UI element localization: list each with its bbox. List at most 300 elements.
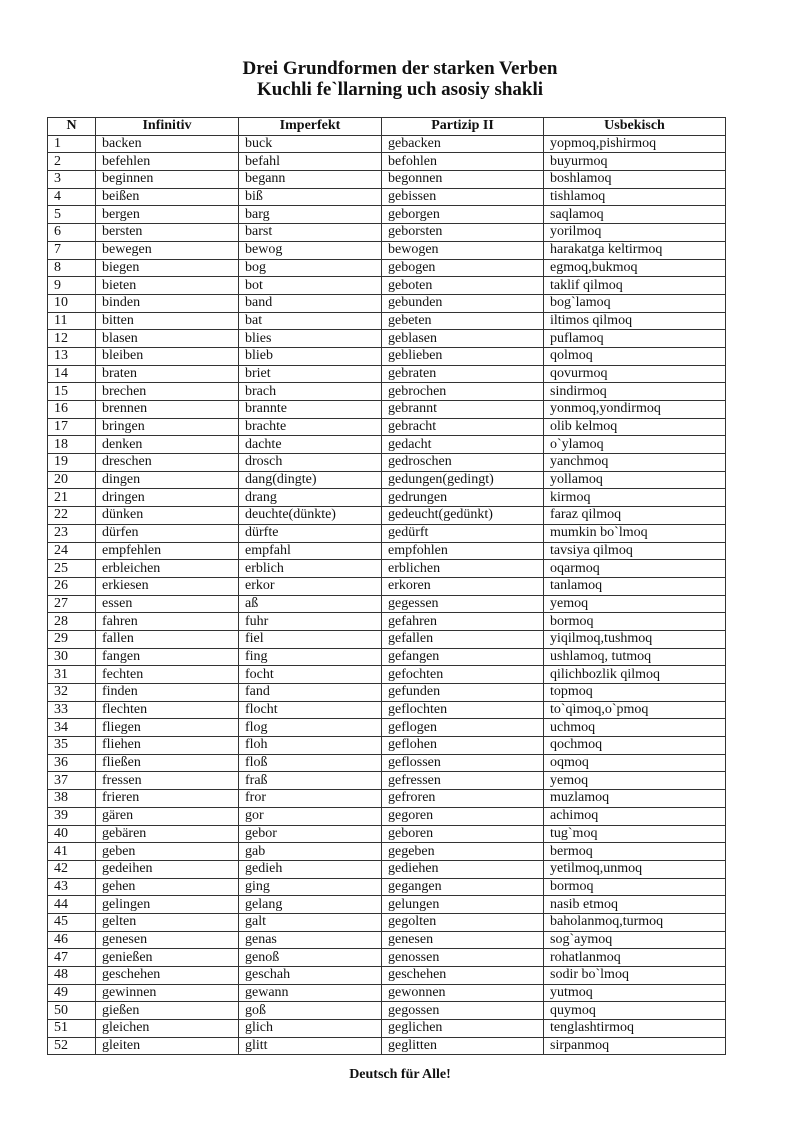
infinitiv-cell: blasen [96, 330, 239, 348]
row-number: 3 [48, 171, 96, 189]
usbekisch-cell: quymoq [544, 1002, 726, 1020]
row-number: 19 [48, 454, 96, 472]
usbekisch-cell: harakatga keltirmoq [544, 241, 726, 259]
partizip-cell: gefochten [382, 666, 544, 684]
imperfekt-cell: glitt [239, 1037, 382, 1055]
infinitiv-cell: braten [96, 365, 239, 383]
table-row [48, 277, 726, 295]
row-number: 33 [48, 701, 96, 719]
partizip-cell: gedrungen [382, 489, 544, 507]
usbekisch-cell: qilichbozlik qilmoq [544, 666, 726, 684]
infinitiv-cell: fliegen [96, 719, 239, 737]
usbekisch-cell: faraz qilmoq [544, 507, 726, 525]
usbekisch-cell: to`qimoq,o`pmoq [544, 701, 726, 719]
partizip-cell: geflogen [382, 719, 544, 737]
row-number: 5 [48, 206, 96, 224]
table-row [48, 312, 726, 330]
table-row [48, 330, 726, 348]
table-row [48, 630, 726, 648]
table-row [48, 931, 726, 949]
partizip-cell: gelungen [382, 896, 544, 914]
usbekisch-cell: yorilmoq [544, 224, 726, 242]
table-row [48, 436, 726, 454]
row-number: 32 [48, 684, 96, 702]
row-number: 46 [48, 931, 96, 949]
infinitiv-cell: dringen [96, 489, 239, 507]
row-number: 30 [48, 648, 96, 666]
row-number: 9 [48, 277, 96, 295]
infinitiv-cell: geben [96, 843, 239, 861]
row-number: 40 [48, 825, 96, 843]
partizip-cell: befohlen [382, 153, 544, 171]
infinitiv-cell: fressen [96, 772, 239, 790]
partizip-cell: geborsten [382, 224, 544, 242]
imperfekt-cell: gor [239, 807, 382, 825]
infinitiv-cell: backen [96, 135, 239, 153]
imperfekt-cell: barg [239, 206, 382, 224]
usbekisch-cell: tenglashtirmoq [544, 1020, 726, 1038]
row-number: 6 [48, 224, 96, 242]
row-number: 12 [48, 330, 96, 348]
partizip-cell: gefallen [382, 630, 544, 648]
imperfekt-cell: drang [239, 489, 382, 507]
table-row [48, 135, 726, 153]
infinitiv-cell: fangen [96, 648, 239, 666]
partizip-cell: gefunden [382, 684, 544, 702]
row-number: 47 [48, 949, 96, 967]
imperfekt-cell: deuchte(dünkte) [239, 507, 382, 525]
usbekisch-cell: saqlamoq [544, 206, 726, 224]
partizip-cell: erblichen [382, 560, 544, 578]
imperfekt-cell: barst [239, 224, 382, 242]
table-row [48, 772, 726, 790]
usbekisch-cell: sindirmoq [544, 383, 726, 401]
table-row [48, 383, 726, 401]
table-row [48, 577, 726, 595]
table-body [48, 135, 726, 1055]
partizip-cell: erkoren [382, 577, 544, 595]
usbekisch-cell: topmoq [544, 684, 726, 702]
partizip-cell: gebrannt [382, 401, 544, 419]
imperfekt-cell: fror [239, 790, 382, 808]
table-row [48, 860, 726, 878]
partizip-cell: empfohlen [382, 542, 544, 560]
usbekisch-cell: boshlamoq [544, 171, 726, 189]
infinitiv-cell: beginnen [96, 171, 239, 189]
table-row [48, 259, 726, 277]
infinitiv-cell: empfehlen [96, 542, 239, 560]
table-row [48, 896, 726, 914]
usbekisch-cell: yonmoq,yondirmoq [544, 401, 726, 419]
row-number: 21 [48, 489, 96, 507]
imperfekt-cell: ging [239, 878, 382, 896]
row-number: 15 [48, 383, 96, 401]
infinitiv-cell: flechten [96, 701, 239, 719]
partizip-cell: geschehen [382, 967, 544, 985]
partizip-cell: gebracht [382, 418, 544, 436]
usbekisch-cell: tug`moq [544, 825, 726, 843]
row-number: 1 [48, 135, 96, 153]
table-row [48, 843, 726, 861]
row-number: 41 [48, 843, 96, 861]
page-title [0, 58, 800, 100]
table-row [48, 471, 726, 489]
infinitiv-cell: brennen [96, 401, 239, 419]
infinitiv-cell: bitten [96, 312, 239, 330]
infinitiv-cell: gebären [96, 825, 239, 843]
table-row [48, 967, 726, 985]
row-number: 7 [48, 241, 96, 259]
partizip-cell: gediehen [382, 860, 544, 878]
infinitiv-cell: dünken [96, 507, 239, 525]
row-number: 13 [48, 347, 96, 365]
imperfekt-cell: fraß [239, 772, 382, 790]
partizip-cell: gedroschen [382, 454, 544, 472]
usbekisch-cell: sirpanmoq [544, 1037, 726, 1055]
usbekisch-cell: o`ylamoq [544, 436, 726, 454]
table-row [48, 913, 726, 931]
partizip-cell: gebogen [382, 259, 544, 277]
infinitiv-cell: genießen [96, 949, 239, 967]
imperfekt-cell: blieb [239, 347, 382, 365]
imperfekt-cell: blies [239, 330, 382, 348]
usbekisch-cell: achimoq [544, 807, 726, 825]
usbekisch-cell: tanlamoq [544, 577, 726, 595]
table-row [48, 489, 726, 507]
imperfekt-cell: dachte [239, 436, 382, 454]
usbekisch-cell: olib kelmoq [544, 418, 726, 436]
footer-slogan: Deutsch für Alle! [349, 1067, 451, 1082]
column-header-usbekisch: Usbekisch [544, 118, 726, 136]
usbekisch-cell: rohatlanmoq [544, 949, 726, 967]
partizip-cell: gefangen [382, 648, 544, 666]
column-header-partizip: Partizip II [382, 118, 544, 136]
infinitiv-cell: gießen [96, 1002, 239, 1020]
imperfekt-cell: gebor [239, 825, 382, 843]
partizip-cell: gefroren [382, 790, 544, 808]
table-row [48, 206, 726, 224]
partizip-cell: geboten [382, 277, 544, 295]
row-number: 43 [48, 878, 96, 896]
partizip-cell: gegoren [382, 807, 544, 825]
imperfekt-cell: erblich [239, 560, 382, 578]
imperfekt-cell: fand [239, 684, 382, 702]
table-row [48, 524, 726, 542]
table-row [48, 595, 726, 613]
table-row [48, 648, 726, 666]
imperfekt-cell: briet [239, 365, 382, 383]
table-row [48, 241, 726, 259]
infinitiv-cell: geschehen [96, 967, 239, 985]
row-number: 23 [48, 524, 96, 542]
row-number: 20 [48, 471, 96, 489]
row-number: 38 [48, 790, 96, 808]
infinitiv-cell: erkiesen [96, 577, 239, 595]
infinitiv-cell: erbleichen [96, 560, 239, 578]
imperfekt-cell: biß [239, 188, 382, 206]
infinitiv-cell: fließen [96, 754, 239, 772]
row-number: 39 [48, 807, 96, 825]
table-row [48, 613, 726, 631]
row-number: 37 [48, 772, 96, 790]
partizip-cell: genossen [382, 949, 544, 967]
infinitiv-cell: bersten [96, 224, 239, 242]
imperfekt-cell: fuhr [239, 613, 382, 631]
row-number: 11 [48, 312, 96, 330]
imperfekt-cell: genoß [239, 949, 382, 967]
partizip-cell: gegangen [382, 878, 544, 896]
usbekisch-cell: yanchmoq [544, 454, 726, 472]
infinitiv-cell: frieren [96, 790, 239, 808]
imperfekt-cell: band [239, 294, 382, 312]
partizip-cell: geflochten [382, 701, 544, 719]
imperfekt-cell: dürfte [239, 524, 382, 542]
infinitiv-cell: dingen [96, 471, 239, 489]
partizip-cell: geflohen [382, 737, 544, 755]
imperfekt-cell: brannte [239, 401, 382, 419]
usbekisch-cell: yetilmoq,unmoq [544, 860, 726, 878]
row-number: 16 [48, 401, 96, 419]
table-row [48, 949, 726, 967]
imperfekt-cell: gab [239, 843, 382, 861]
usbekisch-cell: yollamoq [544, 471, 726, 489]
usbekisch-cell: sodir bo`lmoq [544, 967, 726, 985]
partizip-cell: bewogen [382, 241, 544, 259]
table-row [48, 1002, 726, 1020]
usbekisch-cell: qochmoq [544, 737, 726, 755]
row-number: 27 [48, 595, 96, 613]
imperfekt-cell: bewog [239, 241, 382, 259]
infinitiv-cell: genesen [96, 931, 239, 949]
row-number: 8 [48, 259, 96, 277]
imperfekt-cell: brachte [239, 418, 382, 436]
infinitiv-cell: gewinnen [96, 984, 239, 1002]
usbekisch-cell: mumkin bo`lmoq [544, 524, 726, 542]
row-number: 48 [48, 967, 96, 985]
imperfekt-cell: bot [239, 277, 382, 295]
table-row [48, 807, 726, 825]
table-row [48, 1037, 726, 1055]
usbekisch-cell: bog`lamoq [544, 294, 726, 312]
table-row [48, 754, 726, 772]
usbekisch-cell: taklif qilmoq [544, 277, 726, 295]
imperfekt-cell: floh [239, 737, 382, 755]
row-number: 51 [48, 1020, 96, 1038]
imperfekt-cell: bog [239, 259, 382, 277]
usbekisch-cell: yemoq [544, 595, 726, 613]
usbekisch-cell: yemoq [544, 772, 726, 790]
table-row [48, 418, 726, 436]
row-number: 22 [48, 507, 96, 525]
infinitiv-cell: bewegen [96, 241, 239, 259]
row-number: 36 [48, 754, 96, 772]
infinitiv-cell: gleiten [96, 1037, 239, 1055]
row-number: 31 [48, 666, 96, 684]
row-number: 29 [48, 630, 96, 648]
table-row [48, 224, 726, 242]
imperfekt-cell: flocht [239, 701, 382, 719]
table-row [48, 825, 726, 843]
imperfekt-cell: gewann [239, 984, 382, 1002]
row-number: 34 [48, 719, 96, 737]
partizip-cell: gedeucht(gedünkt) [382, 507, 544, 525]
usbekisch-cell: oqarmoq [544, 560, 726, 578]
imperfekt-cell: aß [239, 595, 382, 613]
imperfekt-cell: brach [239, 383, 382, 401]
infinitiv-cell: bleiben [96, 347, 239, 365]
infinitiv-cell: befehlen [96, 153, 239, 171]
usbekisch-cell: bormoq [544, 613, 726, 631]
verb-table [47, 117, 726, 1055]
table-row [48, 188, 726, 206]
imperfekt-cell: gedieh [239, 860, 382, 878]
usbekisch-cell: yopmoq,pishirmoq [544, 135, 726, 153]
table-row [48, 684, 726, 702]
partizip-cell: gegossen [382, 1002, 544, 1020]
infinitiv-cell: fallen [96, 630, 239, 648]
usbekisch-cell: muzlamoq [544, 790, 726, 808]
imperfekt-cell: galt [239, 913, 382, 931]
row-number: 10 [48, 294, 96, 312]
usbekisch-cell: iltimos qilmoq [544, 312, 726, 330]
partizip-cell: gefahren [382, 613, 544, 631]
table-row [48, 507, 726, 525]
infinitiv-cell: gären [96, 807, 239, 825]
imperfekt-cell: flog [239, 719, 382, 737]
infinitiv-cell: brechen [96, 383, 239, 401]
usbekisch-cell: oqmoq [544, 754, 726, 772]
imperfekt-cell: erkor [239, 577, 382, 595]
infinitiv-cell: gleichen [96, 1020, 239, 1038]
infinitiv-cell: fliehen [96, 737, 239, 755]
partizip-cell: gedürft [382, 524, 544, 542]
usbekisch-cell: buyurmoq [544, 153, 726, 171]
infinitiv-cell: gelingen [96, 896, 239, 914]
imperfekt-cell: goß [239, 1002, 382, 1020]
column-header-infinitiv: Infinitiv [96, 118, 239, 136]
table-row [48, 878, 726, 896]
row-number: 14 [48, 365, 96, 383]
row-number: 24 [48, 542, 96, 560]
partizip-cell: geboren [382, 825, 544, 843]
partizip-cell: gebacken [382, 135, 544, 153]
imperfekt-cell: begann [239, 171, 382, 189]
partizip-cell: gegessen [382, 595, 544, 613]
table-row [48, 153, 726, 171]
table-row [48, 542, 726, 560]
table-row [48, 401, 726, 419]
table-row [48, 737, 726, 755]
partizip-cell: geborgen [382, 206, 544, 224]
table-row [48, 790, 726, 808]
imperfekt-cell: geschah [239, 967, 382, 985]
row-number: 4 [48, 188, 96, 206]
column-header-imperfekt: Imperfekt [239, 118, 382, 136]
infinitiv-cell: fahren [96, 613, 239, 631]
table-row [48, 984, 726, 1002]
table-row [48, 294, 726, 312]
imperfekt-cell: gelang [239, 896, 382, 914]
partizip-cell: gedungen(gedingt) [382, 471, 544, 489]
partizip-cell: gegeben [382, 843, 544, 861]
table-row [48, 560, 726, 578]
usbekisch-cell: tavsiya qilmoq [544, 542, 726, 560]
partizip-cell: gedacht [382, 436, 544, 454]
imperfekt-cell: fing [239, 648, 382, 666]
partizip-cell: gewonnen [382, 984, 544, 1002]
infinitiv-cell: binden [96, 294, 239, 312]
imperfekt-cell: glich [239, 1020, 382, 1038]
row-number: 44 [48, 896, 96, 914]
partizip-cell: gebeten [382, 312, 544, 330]
table-row [48, 171, 726, 189]
row-number: 45 [48, 913, 96, 931]
row-number: 2 [48, 153, 96, 171]
row-number: 18 [48, 436, 96, 454]
partizip-cell: gefressen [382, 772, 544, 790]
row-number: 25 [48, 560, 96, 578]
usbekisch-cell: uchmoq [544, 719, 726, 737]
imperfekt-cell: befahl [239, 153, 382, 171]
imperfekt-cell: focht [239, 666, 382, 684]
row-number: 52 [48, 1037, 96, 1055]
imperfekt-cell: genas [239, 931, 382, 949]
partizip-cell: geglitten [382, 1037, 544, 1055]
usbekisch-cell: nasib etmoq [544, 896, 726, 914]
table-row [48, 365, 726, 383]
usbekisch-cell: ushlamoq, tutmoq [544, 648, 726, 666]
row-number: 17 [48, 418, 96, 436]
usbekisch-cell: baholanmoq,turmoq [544, 913, 726, 931]
usbekisch-cell: bermoq [544, 843, 726, 861]
usbekisch-cell: sog`aymoq [544, 931, 726, 949]
table-row [48, 701, 726, 719]
partizip-cell: gebraten [382, 365, 544, 383]
imperfekt-cell: empfahl [239, 542, 382, 560]
imperfekt-cell: dang(dingte) [239, 471, 382, 489]
infinitiv-cell: dreschen [96, 454, 239, 472]
row-number: 49 [48, 984, 96, 1002]
infinitiv-cell: dürfen [96, 524, 239, 542]
infinitiv-cell: gelten [96, 913, 239, 931]
imperfekt-cell: drosch [239, 454, 382, 472]
title-uzbek: Kuchli fe`llarning uch asosiy shakli [256, 79, 544, 100]
infinitiv-cell: bringen [96, 418, 239, 436]
infinitiv-cell: bergen [96, 206, 239, 224]
infinitiv-cell: beißen [96, 188, 239, 206]
row-number: 28 [48, 613, 96, 631]
partizip-cell: gebunden [382, 294, 544, 312]
table-row [48, 347, 726, 365]
infinitiv-cell: gehen [96, 878, 239, 896]
usbekisch-cell: bormoq [544, 878, 726, 896]
row-number: 42 [48, 860, 96, 878]
row-number: 26 [48, 577, 96, 595]
imperfekt-cell: bat [239, 312, 382, 330]
partizip-cell: geglichen [382, 1020, 544, 1038]
infinitiv-cell: finden [96, 684, 239, 702]
usbekisch-cell: yiqilmoq,tushmoq [544, 630, 726, 648]
usbekisch-cell: tishlamoq [544, 188, 726, 206]
imperfekt-cell: floß [239, 754, 382, 772]
usbekisch-cell: qovurmoq [544, 365, 726, 383]
partizip-cell: begonnen [382, 171, 544, 189]
column-header-number: N [48, 118, 96, 136]
table-row [48, 666, 726, 684]
partizip-cell: gebissen [382, 188, 544, 206]
partizip-cell: geblieben [382, 347, 544, 365]
usbekisch-cell: egmoq,bukmoq [544, 259, 726, 277]
